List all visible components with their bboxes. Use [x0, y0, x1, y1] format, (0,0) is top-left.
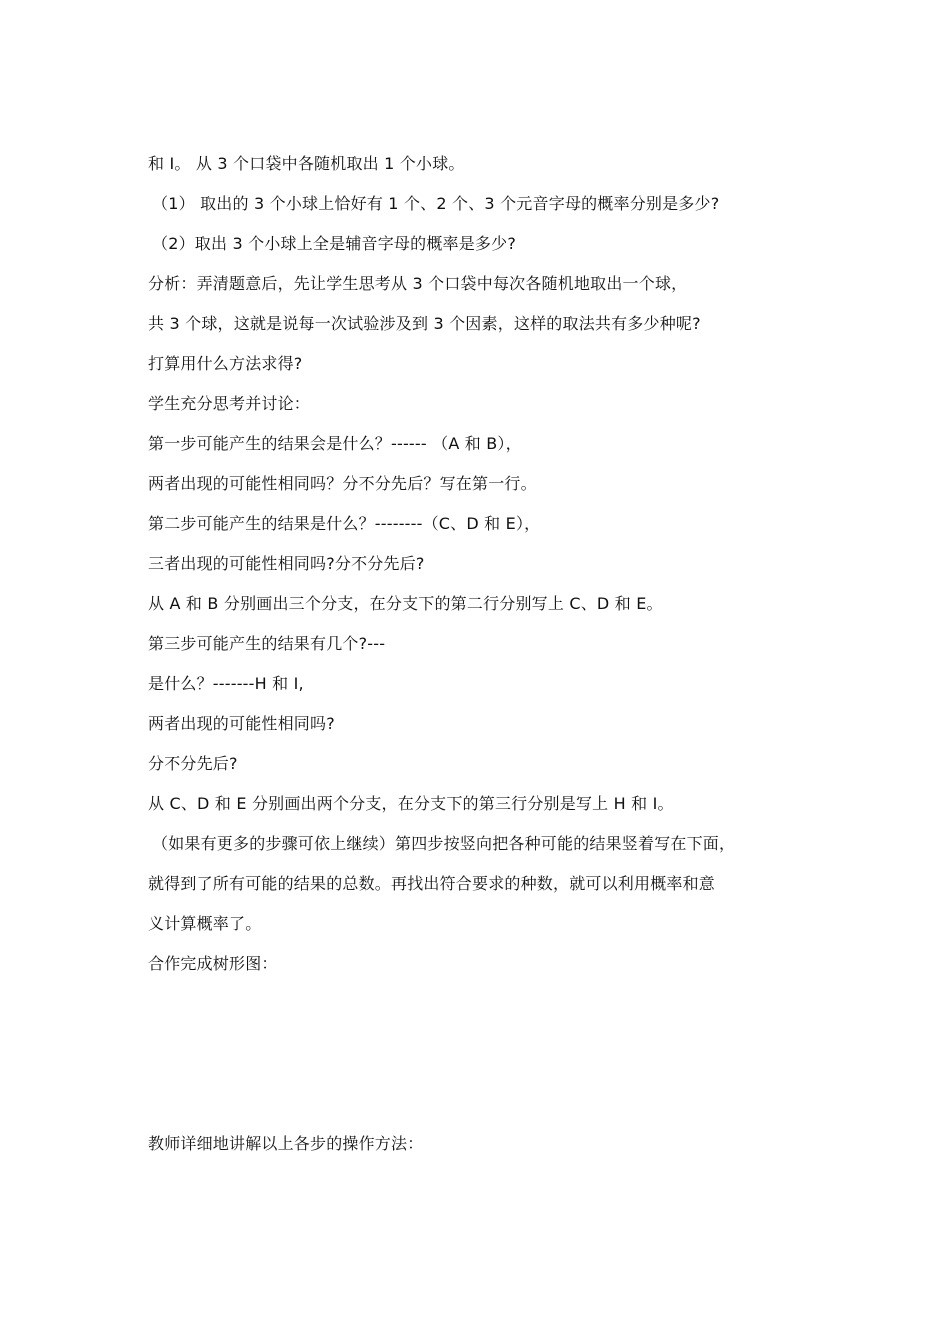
step-4-continued: 就得到了所有可能的结果的总数。再找出符合要求的种数，就可以利用概率和意	[148, 874, 716, 893]
text-line-1: 和 I。 从 3 个口袋中各随机取出 1 个小球。	[148, 154, 465, 173]
step-3-branch: 从 C、D 和 E 分别画出两个分支，在分支下的第三行分别是写上 H 和 I。	[148, 794, 674, 813]
step-3-line: 第三步可能产生的结果有几个?---	[148, 634, 386, 653]
question-1: （1） 取出的 3 个小球上恰好有 1 个、2 个、3 个元音字母的概率分别是多少?	[152, 194, 720, 213]
step-4-end: 义计算概率了。	[148, 914, 262, 933]
step-3-note-2: 分不分先后?	[148, 754, 238, 773]
step-4-line: （如果有更多的步骤可依上继续）第四步按竖向把各种可能的结果竖着写在下面，	[152, 834, 736, 853]
step-1-note: 两者出现的可能性相同吗？分不分先后？写在第一行。	[148, 474, 537, 493]
step-2-line: 第二步可能产生的结果是什么？--------（C、D 和 E），	[148, 514, 541, 533]
step-3-answer: 是什么？-------H 和 I,	[148, 674, 304, 693]
step-1-line: 第一步可能产生的结果会是什么？------ （A 和 B），	[148, 434, 522, 453]
teacher-explanation: 教师详细地讲解以上各步的操作方法：	[148, 1134, 424, 1153]
analysis-line-1: 分析：弄清题意后，先让学生思考从 3 个口袋中每次各随机地取出一个球，	[148, 274, 688, 293]
analysis-line-2: 共 3 个球，这就是说每一次试验涉及到 3 个因素，这样的取法共有多少种呢?	[148, 314, 701, 333]
analysis-line-3: 打算用什么方法求得?	[148, 354, 303, 373]
step-2-note: 三者出现的可能性相同吗?分不分先后?	[148, 554, 425, 573]
step-2-branch: 从 A 和 B 分别画出三个分支，在分支下的第二行分别写上 C、D 和 E。	[148, 594, 663, 613]
tree-diagram-heading: 合作完成树形图：	[148, 954, 278, 973]
question-2: （2）取出 3 个小球上全是辅音字母的概率是多少?	[152, 234, 517, 253]
discussion-heading: 学生充分思考并讨论：	[148, 394, 311, 413]
step-3-note-1: 两者出现的可能性相同吗?	[148, 714, 335, 733]
